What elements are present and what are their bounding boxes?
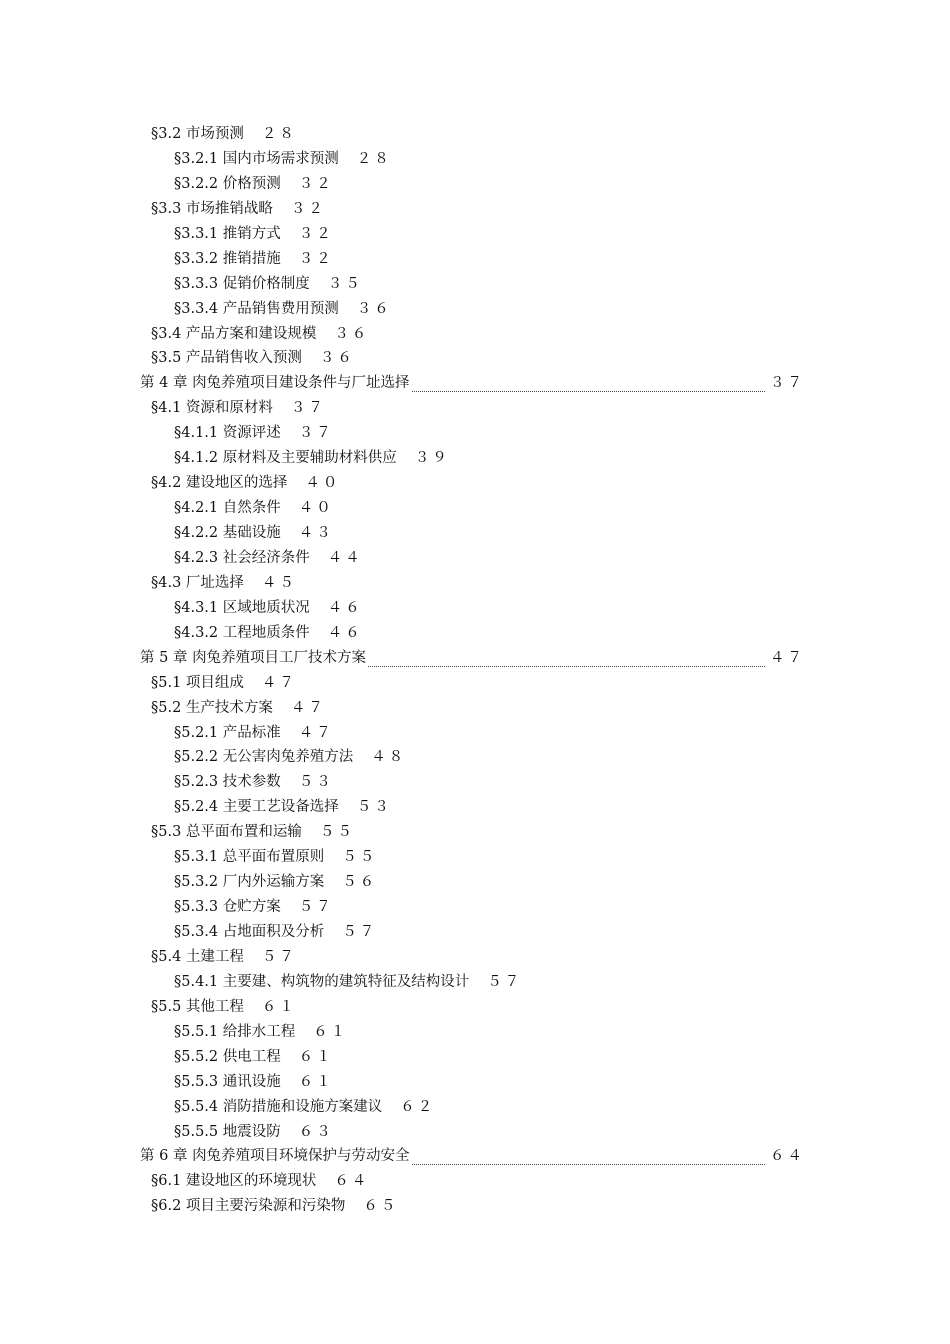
- toc-page-number: ３２: [298, 175, 334, 192]
- toc-page-number: ４８: [371, 749, 407, 766]
- toc-entry[interactable]: [0, 770, 950, 795]
- toc-page-number: ６１: [261, 998, 297, 1015]
- toc-entry[interactable]: [0, 596, 950, 621]
- toc-chapter-heading: [140, 646, 368, 671]
- toc-section-number: §3.2.2: [174, 175, 219, 192]
- toc-title: 项目组成: [181, 674, 244, 691]
- toc-title: 项目主要污染源和污染物: [181, 1198, 346, 1215]
- toc-section-number: §3.3: [151, 200, 182, 217]
- toc-section-number: §4.3.2: [174, 624, 219, 641]
- toc-title: 主要工艺设备选择: [218, 799, 339, 816]
- toc-page-number: ６１: [298, 1048, 334, 1065]
- toc-page-number: ６１: [313, 1023, 349, 1040]
- toc-title: 技术参数: [218, 774, 281, 791]
- toc-title: 资源和原材料: [181, 400, 273, 417]
- toc-entry[interactable]: [0, 671, 950, 696]
- toc-entry[interactable]: [0, 446, 950, 471]
- toc-entry[interactable]: [0, 1045, 950, 1070]
- toc-entry[interactable]: [0, 122, 950, 147]
- toc-entry[interactable]: [0, 945, 950, 970]
- toc-title: 基础设施: [218, 525, 281, 541]
- toc-title: 占地面积及分析: [218, 924, 325, 940]
- toc-page-number: ５６: [342, 874, 378, 891]
- toc-section-number: §5.2.3: [174, 774, 219, 791]
- toc-title: 仓贮方案: [218, 899, 281, 916]
- toc-page-number: ６４: [334, 1173, 370, 1190]
- toc-section-number: 第 5 章: [140, 649, 188, 666]
- toc-page-number: ２８: [261, 126, 297, 142]
- toc-title: 厂内外运输方案: [218, 874, 325, 891]
- toc-title: 无公害肉兔养殖方法: [218, 749, 354, 766]
- toc-chapter-heading: [140, 371, 412, 396]
- toc-page-number: ５５: [319, 824, 355, 841]
- toc-entry[interactable]: [0, 995, 950, 1020]
- toc-entry[interactable]: [0, 895, 950, 920]
- toc-title: 产品方案和建设规模: [181, 325, 317, 342]
- toc-title: 肉兔养殖项目工厂技术方案: [192, 649, 367, 666]
- toc-entry[interactable]: [0, 820, 950, 845]
- toc-entry[interactable]: [0, 571, 950, 596]
- toc-title: 给排水工程: [218, 1023, 296, 1040]
- toc-section-number: §5.5.4: [174, 1098, 219, 1115]
- toc-entry[interactable]: [0, 521, 950, 546]
- toc-entry[interactable]: [0, 197, 950, 222]
- toc-page-number: ３６: [319, 350, 355, 367]
- toc-section-number: §5.3.1: [174, 849, 219, 866]
- toc-section-number: §5.2.4: [174, 799, 219, 816]
- toc-entry[interactable]: [0, 322, 950, 347]
- toc-title: 通讯设施: [218, 1073, 281, 1090]
- toc-section-number: §4.2: [151, 475, 182, 492]
- toc-title: 推销方式: [218, 225, 281, 242]
- toc-page-number: ４６: [327, 624, 363, 641]
- toc-entry[interactable]: [0, 496, 950, 521]
- toc-entry[interactable]: [0, 247, 950, 272]
- toc-title: 区域地质状况: [218, 599, 310, 616]
- toc-title: 消防措施和设施方案建议: [218, 1098, 383, 1115]
- toc-entry[interactable]: [0, 297, 950, 322]
- toc-section-number: §5.2.2: [174, 749, 219, 766]
- toc-section-number: §4.2.1: [174, 500, 219, 517]
- toc-page-number: ４７: [261, 674, 297, 691]
- toc-entry[interactable]: [0, 721, 950, 746]
- toc-chapter-entry[interactable]: [0, 371, 950, 396]
- toc-section-number: §4.3: [151, 574, 182, 591]
- toc-page-number: ３５: [327, 275, 363, 292]
- toc-title: 总平面布置和运输: [181, 824, 302, 841]
- toc-page-number: ５７: [298, 899, 334, 916]
- toc-page-number: ６５: [363, 1198, 399, 1215]
- toc-section-number: §4.1.2: [174, 450, 219, 467]
- toc-page-number: ５７: [261, 948, 297, 965]
- toc-title: 资源评述: [218, 425, 281, 442]
- toc-section-number: §5.5.1: [174, 1023, 219, 1040]
- toc-title: 肉兔养殖项目环境保护与劳动安全: [192, 1148, 410, 1165]
- toc-page-number: ６１: [298, 1073, 334, 1090]
- toc-section-number: §5.3.2: [174, 874, 219, 891]
- toc-entry[interactable]: [0, 471, 950, 496]
- toc-section-number: §5.1: [151, 674, 182, 691]
- toc-entry[interactable]: [0, 272, 950, 297]
- toc-title: 国内市场需求预测: [218, 150, 339, 167]
- toc-page-number: ６４: [766, 1144, 805, 1169]
- toc-section-number: §5.5.2: [174, 1048, 219, 1065]
- table-of-contents: [0, 122, 950, 1219]
- toc-title: 产品标准: [218, 724, 281, 741]
- toc-page-number: ５３: [298, 774, 334, 791]
- toc-page-number: ２８: [356, 150, 392, 167]
- toc-entry[interactable]: [0, 396, 950, 421]
- toc-section-number: §3.2.1: [174, 150, 219, 167]
- toc-section-number: §6.2: [151, 1198, 182, 1215]
- toc-page-number: ５３: [356, 799, 392, 816]
- toc-section-number: §4.1: [151, 400, 182, 417]
- toc-entry[interactable]: [0, 546, 950, 571]
- toc-page-number: ３６: [334, 325, 370, 342]
- toc-page-number: ４０: [298, 500, 334, 517]
- toc-page-number: ５５: [342, 849, 378, 866]
- toc-section-number: §5.4: [151, 948, 182, 965]
- toc-section-number: §5.3.4: [174, 924, 219, 940]
- toc-page-number: ４０: [305, 475, 341, 492]
- toc-section-number: §4.1.1: [174, 425, 219, 442]
- toc-chapter-heading: [140, 1144, 412, 1169]
- toc-title: 自然条件: [218, 500, 281, 517]
- toc-title: 土建工程: [181, 948, 244, 965]
- toc-page-number: ３７: [298, 425, 334, 442]
- toc-page-number: ４４: [327, 549, 363, 566]
- toc-entry[interactable]: [0, 222, 950, 247]
- toc-title: 促销价格制度: [218, 275, 310, 292]
- toc-title: 供电工程: [218, 1048, 281, 1065]
- toc-page-number: ３２: [298, 225, 334, 242]
- toc-section-number: 第 4 章: [140, 375, 188, 392]
- toc-title: 市场推销战略: [181, 200, 273, 217]
- toc-title: 总平面布置原则: [218, 849, 325, 866]
- toc-entry[interactable]: [0, 970, 950, 995]
- toc-entry[interactable]: [0, 920, 950, 945]
- toc-page-number: ３２: [298, 250, 334, 267]
- toc-section-number: §3.3.2: [174, 250, 219, 267]
- toc-page-number: ４７: [298, 724, 334, 741]
- toc-entry[interactable]: [0, 1020, 950, 1045]
- toc-entry[interactable]: [0, 1194, 950, 1219]
- toc-page-number: ６２: [400, 1098, 436, 1115]
- toc-entry[interactable]: [0, 795, 950, 820]
- toc-title: 建设地区的环境现状: [181, 1173, 317, 1190]
- toc-section-number: §6.1: [151, 1173, 182, 1190]
- toc-entry[interactable]: [0, 1070, 950, 1095]
- toc-title: 生产技术方案: [181, 699, 273, 716]
- toc-entry[interactable]: [0, 172, 950, 197]
- toc-title: 价格预测: [218, 175, 281, 192]
- toc-page-number: ３７: [766, 371, 805, 396]
- toc-section-number: §5.3: [151, 824, 182, 841]
- toc-title: 工程地质条件: [218, 624, 310, 641]
- toc-title: 厂址选择: [181, 574, 244, 591]
- toc-chapter-entry[interactable]: [0, 1144, 950, 1169]
- toc-section-number: §4.3.1: [174, 599, 219, 616]
- toc-section-number: §5.4.1: [174, 973, 219, 990]
- toc-page-number: ４７: [290, 699, 326, 716]
- toc-section-number: §5.2.1: [174, 724, 219, 741]
- toc-section-number: §3.3.4: [174, 300, 219, 317]
- toc-entry[interactable]: [0, 696, 950, 721]
- toc-page-number: ４５: [261, 574, 297, 591]
- toc-section-number: §4.2.2: [174, 525, 219, 541]
- toc-entry[interactable]: [0, 745, 950, 770]
- toc-page-number: ５７: [487, 973, 523, 990]
- toc-page-number: ４６: [327, 599, 363, 616]
- toc-section-number: §5.2: [151, 699, 182, 716]
- toc-section-number: §3.3.1: [174, 225, 219, 242]
- toc-entry[interactable]: [0, 870, 950, 895]
- toc-page-number: ３９: [414, 450, 450, 467]
- toc-title: 市场预测: [181, 126, 244, 142]
- toc-page-number: ６３: [298, 1123, 334, 1140]
- toc-page-number: ５７: [342, 924, 378, 940]
- toc-title: 产品销售费用预测: [218, 300, 339, 317]
- toc-section-number: §3.4: [151, 325, 182, 342]
- toc-title: 推销措施: [218, 250, 281, 267]
- toc-page-number: ４３: [298, 525, 334, 541]
- toc-section-number: §5.5: [151, 998, 182, 1015]
- toc-entry[interactable]: [0, 421, 950, 446]
- toc-title: 主要建、构筑物的建筑特征及结构设计: [218, 973, 470, 990]
- toc-section-number: §5.5.5: [174, 1123, 219, 1140]
- toc-section-number: §4.2.3: [174, 549, 219, 566]
- toc-entry[interactable]: [0, 147, 950, 172]
- toc-section-number: §3.2: [151, 126, 182, 142]
- toc-section-number: §3.3.3: [174, 275, 219, 292]
- toc-section-number: 第 6 章: [140, 1148, 188, 1165]
- toc-title: 地震设防: [218, 1123, 281, 1140]
- toc-section-number: §5.3.3: [174, 899, 219, 916]
- toc-entry[interactable]: [0, 1095, 950, 1120]
- toc-chapter-entry[interactable]: [0, 646, 950, 671]
- toc-entry[interactable]: [0, 1169, 950, 1194]
- toc-page-number: ４７: [766, 646, 805, 671]
- toc-page-number: ３７: [290, 400, 326, 417]
- toc-title: 原材料及主要辅助材料供应: [218, 450, 397, 467]
- toc-entry[interactable]: [0, 845, 950, 870]
- toc-title: 产品销售收入预测: [181, 350, 302, 367]
- toc-page-number: ３６: [356, 300, 392, 317]
- toc-title: 社会经济条件: [218, 549, 310, 566]
- toc-title: 建设地区的选择: [181, 475, 288, 492]
- toc-title: 肉兔养殖项目建设条件与厂址选择: [192, 375, 410, 392]
- toc-title: 其他工程: [181, 998, 244, 1015]
- toc-section-number: §5.5.3: [174, 1073, 219, 1090]
- toc-page-number: ３２: [290, 200, 326, 217]
- toc-section-number: §3.5: [151, 350, 182, 367]
